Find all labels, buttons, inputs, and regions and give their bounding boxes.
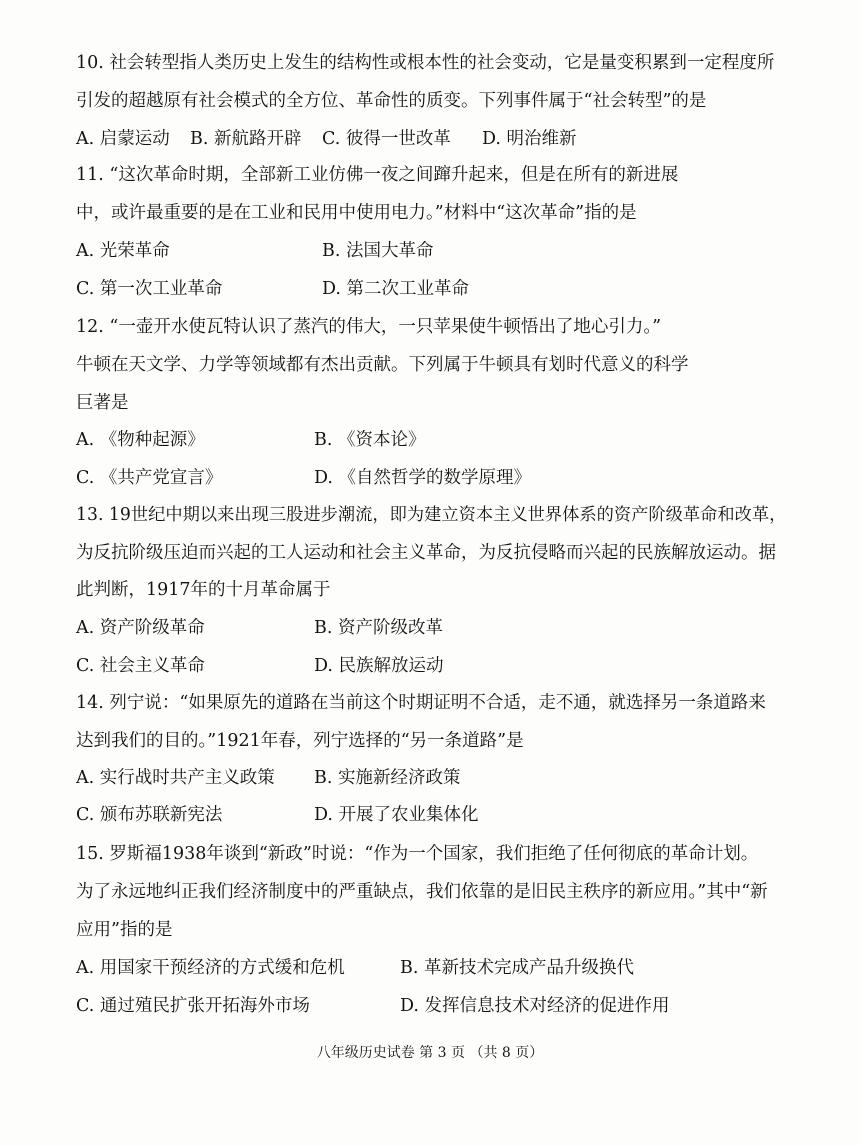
- q12-option-d: D. 《自然哲学的数学原理》: [314, 468, 532, 488]
- q12-stem-line-3: 巨著是: [76, 393, 129, 413]
- q13-option-a: A. 资产阶级革命: [76, 618, 205, 638]
- q13-option-c: C. 社会主义革命: [76, 656, 205, 676]
- q14-option-b: B. 实施新经济政策: [314, 768, 461, 788]
- q15-option-d: D. 发挥信息技术对经济的促进作用: [400, 996, 670, 1016]
- q10-option-b: B. 新航路开辟: [190, 129, 302, 149]
- q15-stem-line-3: 应用”指的是: [76, 920, 173, 940]
- q13-stem-line-1: 13. 19世纪中期以来出现三股进步潮流，即为建立资本主义世界体系的资产阶级革命和改革，: [76, 505, 787, 525]
- q11-option-d: D. 第二次工业革命: [322, 279, 470, 299]
- q14-stem-line-1: 14. 列宁说：“如果原先的道路在当前这个时期证明不合适，走不通，就选择另一条道路来: [76, 693, 766, 713]
- q12-stem-line-2: 牛顿在天文学、力学等领域都有杰出贡献。下列属于牛顿具有划时代意义的科学: [76, 355, 689, 375]
- q10-stem-line-1: 10. 社会转型指人类历史上发生的结构性或根本性的社会变动，它是量变积累到一定程度所: [76, 53, 775, 73]
- page-footer: 八年级历史试卷 第 3 页 （共 8 页）: [316, 1045, 544, 1061]
- q11-option-c: C. 第一次工业革命: [76, 279, 223, 299]
- q15-option-c: C. 通过殖民扩张开拓海外市场: [76, 996, 310, 1016]
- q10-option-c: C. 彼得一世改革: [322, 129, 451, 149]
- q15-option-a: A. 用国家干预经济的方式缓和危机: [76, 958, 345, 978]
- q10-stem-line-2: 引发的超越原有社会模式的全方位、革命性的质变。下列事件属于“社会转型”的是: [76, 91, 707, 111]
- q15-option-b: B. 革新技术完成产品升级换代: [400, 958, 634, 978]
- q14-stem-line-2: 达到我们的目的。”1921年春，列宁选择的“另一条道路”是: [76, 731, 524, 751]
- q14-option-d: D. 开展了农业集体化: [314, 805, 479, 825]
- q13-stem-line-3: 此判断，1917年的十月革命属于: [76, 580, 331, 600]
- q12-stem-line-1: 12. “一壶开水使瓦特认识了蒸汽的伟大，一只苹果使牛顿悟出了地心引力。”: [76, 317, 662, 337]
- q11-option-b: B. 法国大革命: [322, 241, 434, 261]
- q11-option-a: A. 光荣革命: [76, 241, 170, 261]
- q12-option-c: C. 《共产党宣言》: [76, 468, 223, 488]
- q14-option-a: A. 实行战时共产主义政策: [76, 768, 275, 788]
- q12-option-b: B. 《资本论》: [314, 430, 426, 450]
- q15-stem-line-2: 为了永远地纠正我们经济制度中的严重缺点，我们依靠的是旧民主秩序的新应用。”其中“新: [76, 882, 768, 902]
- q10-option-d: D. 明治维新: [482, 129, 577, 149]
- q12-option-a: A. 《物种起源》: [76, 430, 205, 450]
- q13-option-d: D. 民族解放运动: [314, 656, 444, 676]
- q13-stem-line-2: 为反抗阶级压迫而兴起的工人运动和社会主义革命，为反抗侵略而兴起的民族解放运动。据: [76, 543, 776, 563]
- q13-option-b: B. 资产阶级改革: [314, 618, 443, 638]
- q11-stem-line-1: 11. “这次革命时期，全部新工业仿佛一夜之间蹿升起来，但是在所有的新进展: [76, 165, 679, 185]
- q15-stem-line-1: 15. 罗斯福1938年谈到“新政”时说：“作为一个国家，我们拒绝了任何彻底的革命计划。: [76, 844, 759, 864]
- q10-option-a: A. 启蒙运动: [76, 129, 170, 149]
- q11-stem-line-2: 中，或许最重要的是在工业和民用中使用电力。”材料中“这次革命”指的是: [76, 203, 637, 223]
- q14-option-c: C. 颁布苏联新宪法: [76, 805, 223, 825]
